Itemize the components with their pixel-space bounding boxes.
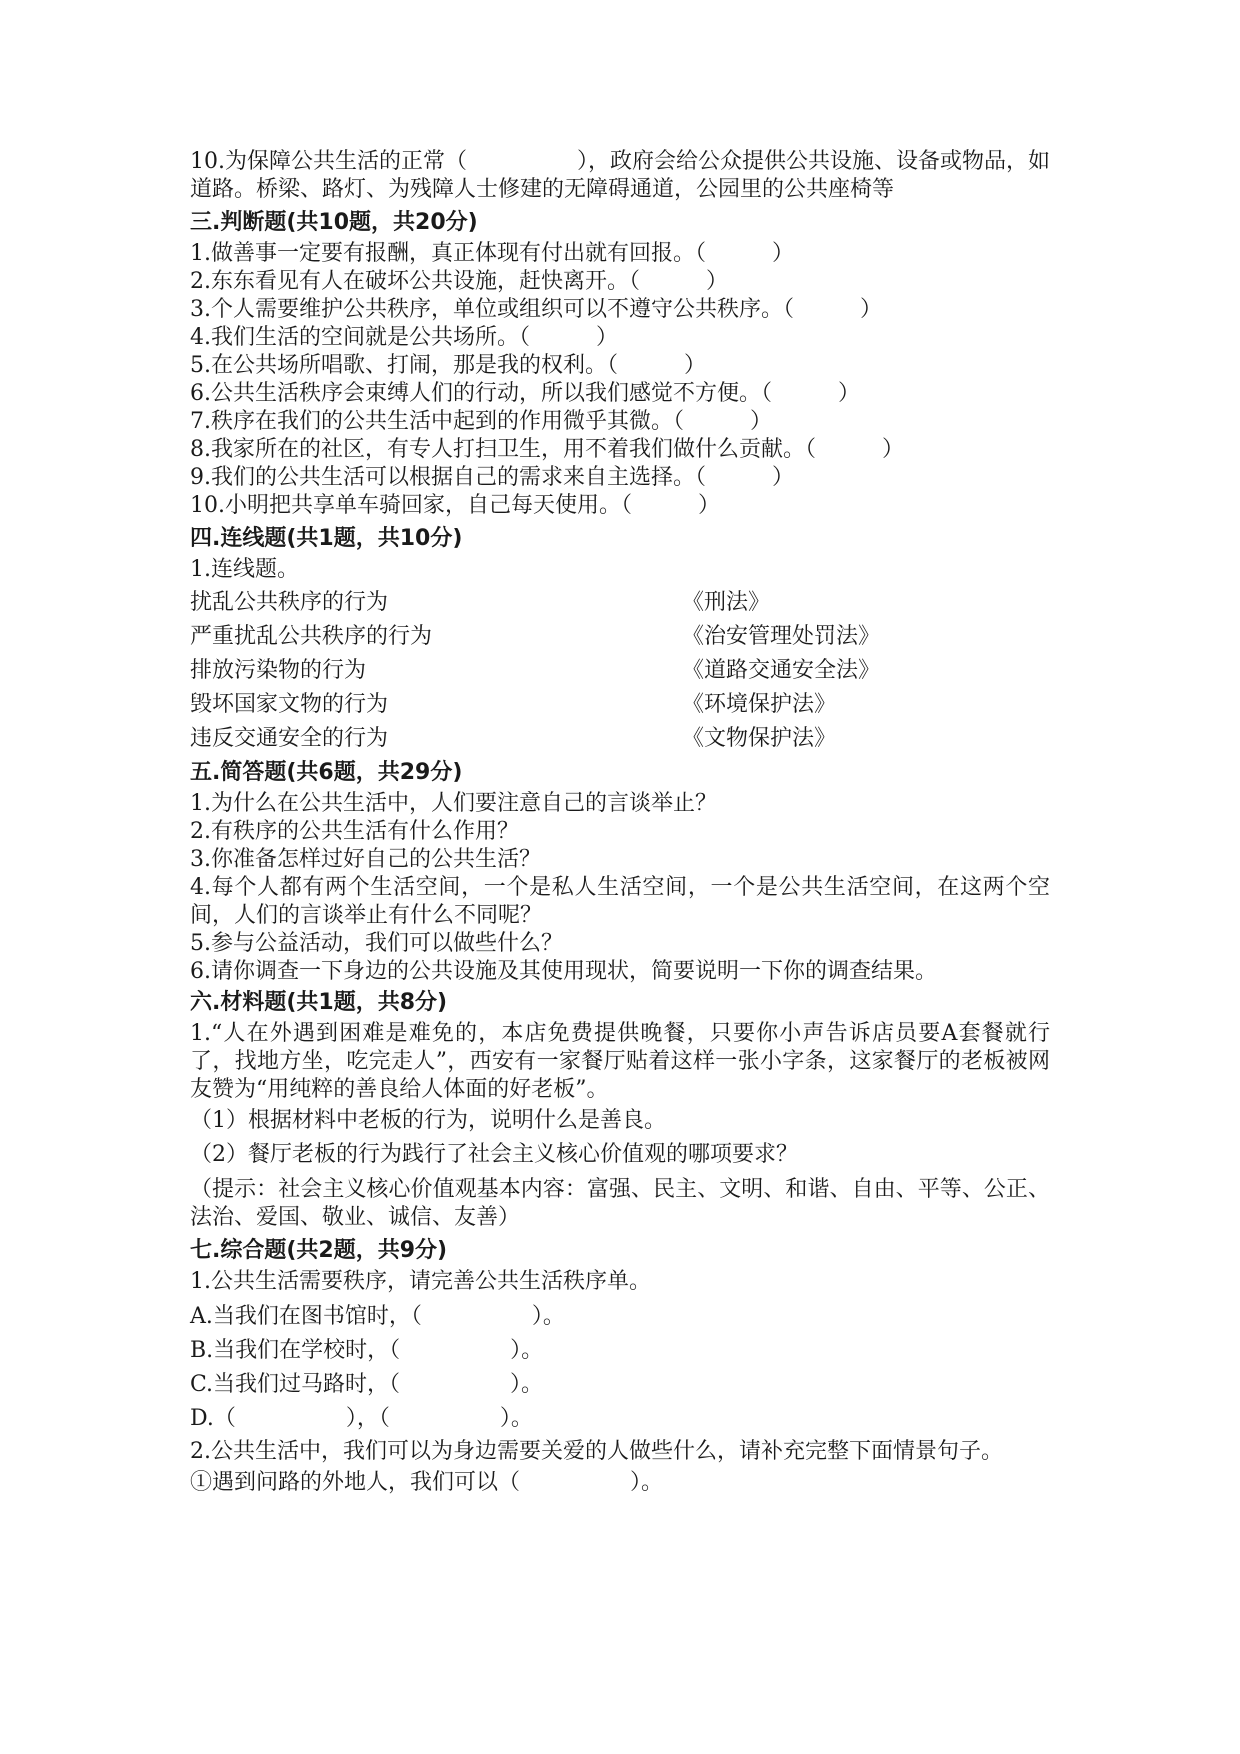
fill-question-10: 10.为保障公共生活的正常（ ），政府会给公众提供公共设施、设备或物品，如道路。桥梁、路灯、为残障人士修建的无障碍通道，公园里的公共座椅等 [190, 149, 1050, 202]
section-title-comprehensive: 七.综合题(共2题，共9分) [190, 1238, 448, 1263]
comprehensive-question-2: 2.公共生活中，我们可以为身边需要关爱的人做些什么，请补充完整下面情景句子。 [190, 1439, 1003, 1464]
short-item: 1.为什么在公共生活中，人们要注意自己的言谈举止？ [190, 791, 717, 816]
match-right-item: 《环境保护法》 [682, 692, 837, 717]
judge-item: 10.小明把共享单车骑回家，自己每天使用。（ ） [190, 493, 720, 518]
match-left-item: 严重扰乱公共秩序的行为 [190, 624, 433, 649]
exam-page [190, 148, 1050, 1500]
material-hint: （提示：社会主义核心价值观基本内容：富强、民主、文明、和谐、自由、平等、公正、法治、爱国、敬业、诚信、友善） [190, 1177, 1050, 1230]
match-right-item: 《治安管理处罚法》 [682, 624, 881, 649]
material-passage: 1.“人在外遇到困难是难免的，本店免费提供晚餐，只要你小声告诉店员要A套餐就行了，找地方坐，吃完走人”，西安有一家餐厅贴着这样一张小字条，这家餐厅的老板被网友赞为“用纯粹的善良给人体面的好老板”。 [190, 1021, 1050, 1102]
section-title-judge: 三.判断题(共10题，共20分) [190, 210, 478, 235]
judge-list [190, 240, 1050, 520]
match-table [190, 586, 1050, 756]
match-left-item: 扰乱公共秩序的行为 [190, 590, 389, 615]
section-title-material: 六.材料题(共1题，共8分) [190, 990, 448, 1015]
judge-item: 5.在公共场所唱歌、打闹，那是我的权利。（ ） [190, 353, 706, 378]
section-title-short: 五.简答题(共6题，共29分) [190, 760, 463, 785]
judge-item: 4.我们生活的空间就是公共场所。（ ） [190, 325, 618, 350]
judge-item: 1.做善事一定要有报酬，真正体现有付出就有回报。（ ） [190, 241, 794, 266]
judge-item: 2.东东看见有人在破坏公共设施，赶快离开。（ ） [190, 269, 728, 294]
section-title-match: 四.连线题(共1题，共10分) [190, 526, 463, 551]
short-item: 3.你准备怎样过好自己的公共生活？ [190, 847, 541, 872]
order-item: D.（ ），（ ）。 [190, 1406, 533, 1431]
order-item: A.当我们在图书馆时，（ ）。 [190, 1304, 565, 1329]
judge-item: 3.个人需要维护公共秩序，单位或组织可以不遵守公共秩序。（ ） [190, 297, 882, 322]
judge-item: 9.我们的公共生活可以根据自己的需求来自主选择。（ ） [190, 465, 794, 490]
judge-item: 6.公共生活秩序会束缚人们的行动，所以我们感觉不方便。（ ） [190, 381, 860, 406]
scenario-item: ①遇到问路的外地人，我们可以（ ）。 [190, 1470, 664, 1495]
short-item: 5.参与公益活动，我们可以做些什么？ [190, 931, 563, 956]
order-list [190, 1300, 1050, 1436]
match-row [190, 688, 1050, 722]
match-left-item: 违反交通安全的行为 [190, 726, 389, 751]
match-prompt: 1.连线题。 [190, 557, 299, 582]
short-item: 6.请你调查一下身边的公共设施及其使用现状，简要说明一下你的调查结果。 [190, 959, 937, 984]
match-left-item: 毁坏国家文物的行为 [190, 692, 389, 717]
match-right-item: 《刑法》 [682, 590, 771, 615]
short-item: 4.每个人都有两个生活空间，一个是私人生活空间，一个是公共生活空间，在这两个空间，人们的言谈举止有什么不同呢？ [190, 875, 1050, 928]
material-question-2: （2）餐厅老板的行为践行了社会主义核心价值观的哪项要求？ [190, 1142, 798, 1167]
match-right-item: 《文物保护法》 [682, 726, 837, 751]
short-item: 2.有秩序的公共生活有什么作用？ [190, 819, 519, 844]
match-row [190, 654, 1050, 688]
match-left-item: 排放污染物的行为 [190, 658, 367, 683]
short-list [190, 790, 1050, 986]
judge-item: 8.我家所在的社区，有专人打扫卫生，用不着我们做什么贡献。（ ） [190, 437, 904, 462]
match-right-item: 《道路交通安全法》 [682, 658, 881, 683]
material-question-1: （1）根据材料中老板的行为，说明什么是善良。 [190, 1108, 666, 1133]
match-row [190, 586, 1050, 620]
comprehensive-question-1: 1.公共生活需要秩序，请完善公共生活秩序单。 [190, 1269, 651, 1294]
order-item: B.当我们在学校时，（ ）。 [190, 1338, 544, 1363]
order-item: C.当我们过马路时，（ ）。 [190, 1372, 544, 1397]
match-row [190, 620, 1050, 654]
match-row [190, 722, 1050, 756]
judge-item: 7.秩序在我们的公共生活中起到的作用微乎其微。（ ） [190, 409, 772, 434]
